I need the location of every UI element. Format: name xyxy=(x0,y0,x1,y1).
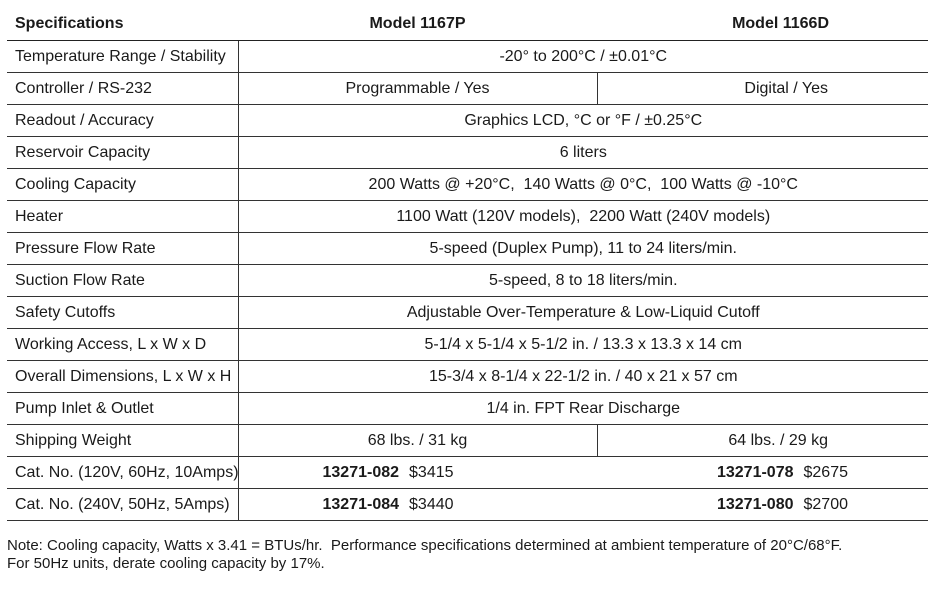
row-label: Cat. No. (240V, 50Hz, 5Amps) xyxy=(7,489,238,521)
model-1167p-catalog xyxy=(238,489,597,521)
catalog-price: $3440 xyxy=(409,495,454,513)
model-1167p-value: Programmable / Yes xyxy=(238,73,597,105)
row-label: Readout / Accuracy xyxy=(7,105,238,137)
model-1166d-catalog xyxy=(597,489,928,521)
row-value: 15-3/4 x 8-1/4 x 22-1/2 in. / 40 x 21 x 57 cm xyxy=(238,361,928,393)
table-row xyxy=(7,41,928,73)
row-label: Safety Cutoffs xyxy=(7,297,238,329)
row-label: Reservoir Capacity xyxy=(7,137,238,169)
footnote-line-1: Note: Cooling capacity, Watts x 3.41 = BTUs/hr. Performance specifications determined at ambient temperature of 20°C/68°F. xyxy=(7,537,843,554)
table-row xyxy=(7,105,928,137)
catalog-price: $2700 xyxy=(803,495,848,513)
catalog-price: $3415 xyxy=(409,463,454,481)
table-row xyxy=(7,73,928,105)
row-value: -20° to 200°C / ±0.01°C xyxy=(238,41,928,73)
model-1167p-value: 68 lbs. / 31 kg xyxy=(238,425,597,457)
table-row xyxy=(7,201,928,233)
row-label: Temperature Range / Stability xyxy=(7,41,238,73)
row-value: 5-speed (Duplex Pump), 11 to 24 liters/min. xyxy=(238,233,928,265)
row-label: Shipping Weight xyxy=(7,425,238,457)
model-1167p-catalog xyxy=(238,457,597,489)
table-row xyxy=(7,425,928,457)
table-row xyxy=(7,393,928,425)
table-row xyxy=(7,169,928,201)
row-value: 200 Watts @ +20°C, 140 Watts @ 0°C, 100 Watts @ -10°C xyxy=(238,169,928,201)
footnote xyxy=(7,537,842,573)
row-label: Controller / RS-232 xyxy=(7,73,238,105)
row-label: Overall Dimensions, L x W x H xyxy=(7,361,238,393)
table-row xyxy=(7,137,928,169)
row-value: 6 liters xyxy=(238,137,928,169)
footnote-line-2: For 50Hz units, derate cooling capacity by 17%. xyxy=(7,555,325,572)
row-label: Cat. No. (120V, 60Hz, 10Amps) xyxy=(7,457,238,489)
table-row xyxy=(7,233,928,265)
table-row xyxy=(7,297,928,329)
table-row xyxy=(7,361,928,393)
model-1166d-value: 64 lbs. / 29 kg xyxy=(597,425,928,457)
row-value: 1100 Watt (120V models), 2200 Watt (240V models) xyxy=(238,201,928,233)
row-label: Working Access, L x W x D xyxy=(7,329,238,361)
table-row xyxy=(7,329,928,361)
table-row xyxy=(7,457,928,489)
catalog-number: 13271-080 xyxy=(716,495,794,513)
header-specifications: Specifications xyxy=(7,8,238,41)
row-label: Pump Inlet & Outlet xyxy=(7,393,238,425)
header-model-1167p: Model 1167P xyxy=(238,8,597,41)
model-1166d-value: Digital / Yes xyxy=(597,73,928,105)
row-value: Graphics LCD, °C or °F / ±0.25°C xyxy=(238,105,928,137)
table-row xyxy=(7,265,928,297)
row-value: 5-1/4 x 5-1/4 x 5-1/2 in. / 13.3 x 13.3 x 14 cm xyxy=(238,329,928,361)
row-label: Cooling Capacity xyxy=(7,169,238,201)
catalog-number: 13271-078 xyxy=(716,463,794,481)
table-row xyxy=(7,489,928,521)
catalog-price: $2675 xyxy=(803,463,848,481)
row-label: Suction Flow Rate xyxy=(7,265,238,297)
model-1166d-catalog xyxy=(597,457,928,489)
row-label: Pressure Flow Rate xyxy=(7,233,238,265)
row-value: 5-speed, 8 to 18 liters/min. xyxy=(238,265,928,297)
row-label: Heater xyxy=(7,201,238,233)
table-header-row xyxy=(7,8,928,41)
catalog-number: 13271-084 xyxy=(322,495,400,513)
specifications-table xyxy=(7,8,928,521)
catalog-number: 13271-082 xyxy=(322,463,400,481)
row-value: Adjustable Over-Temperature & Low-Liquid Cutoff xyxy=(238,297,928,329)
header-model-1166d: Model 1166D xyxy=(597,8,928,41)
row-value: 1/4 in. FPT Rear Discharge xyxy=(238,393,928,425)
